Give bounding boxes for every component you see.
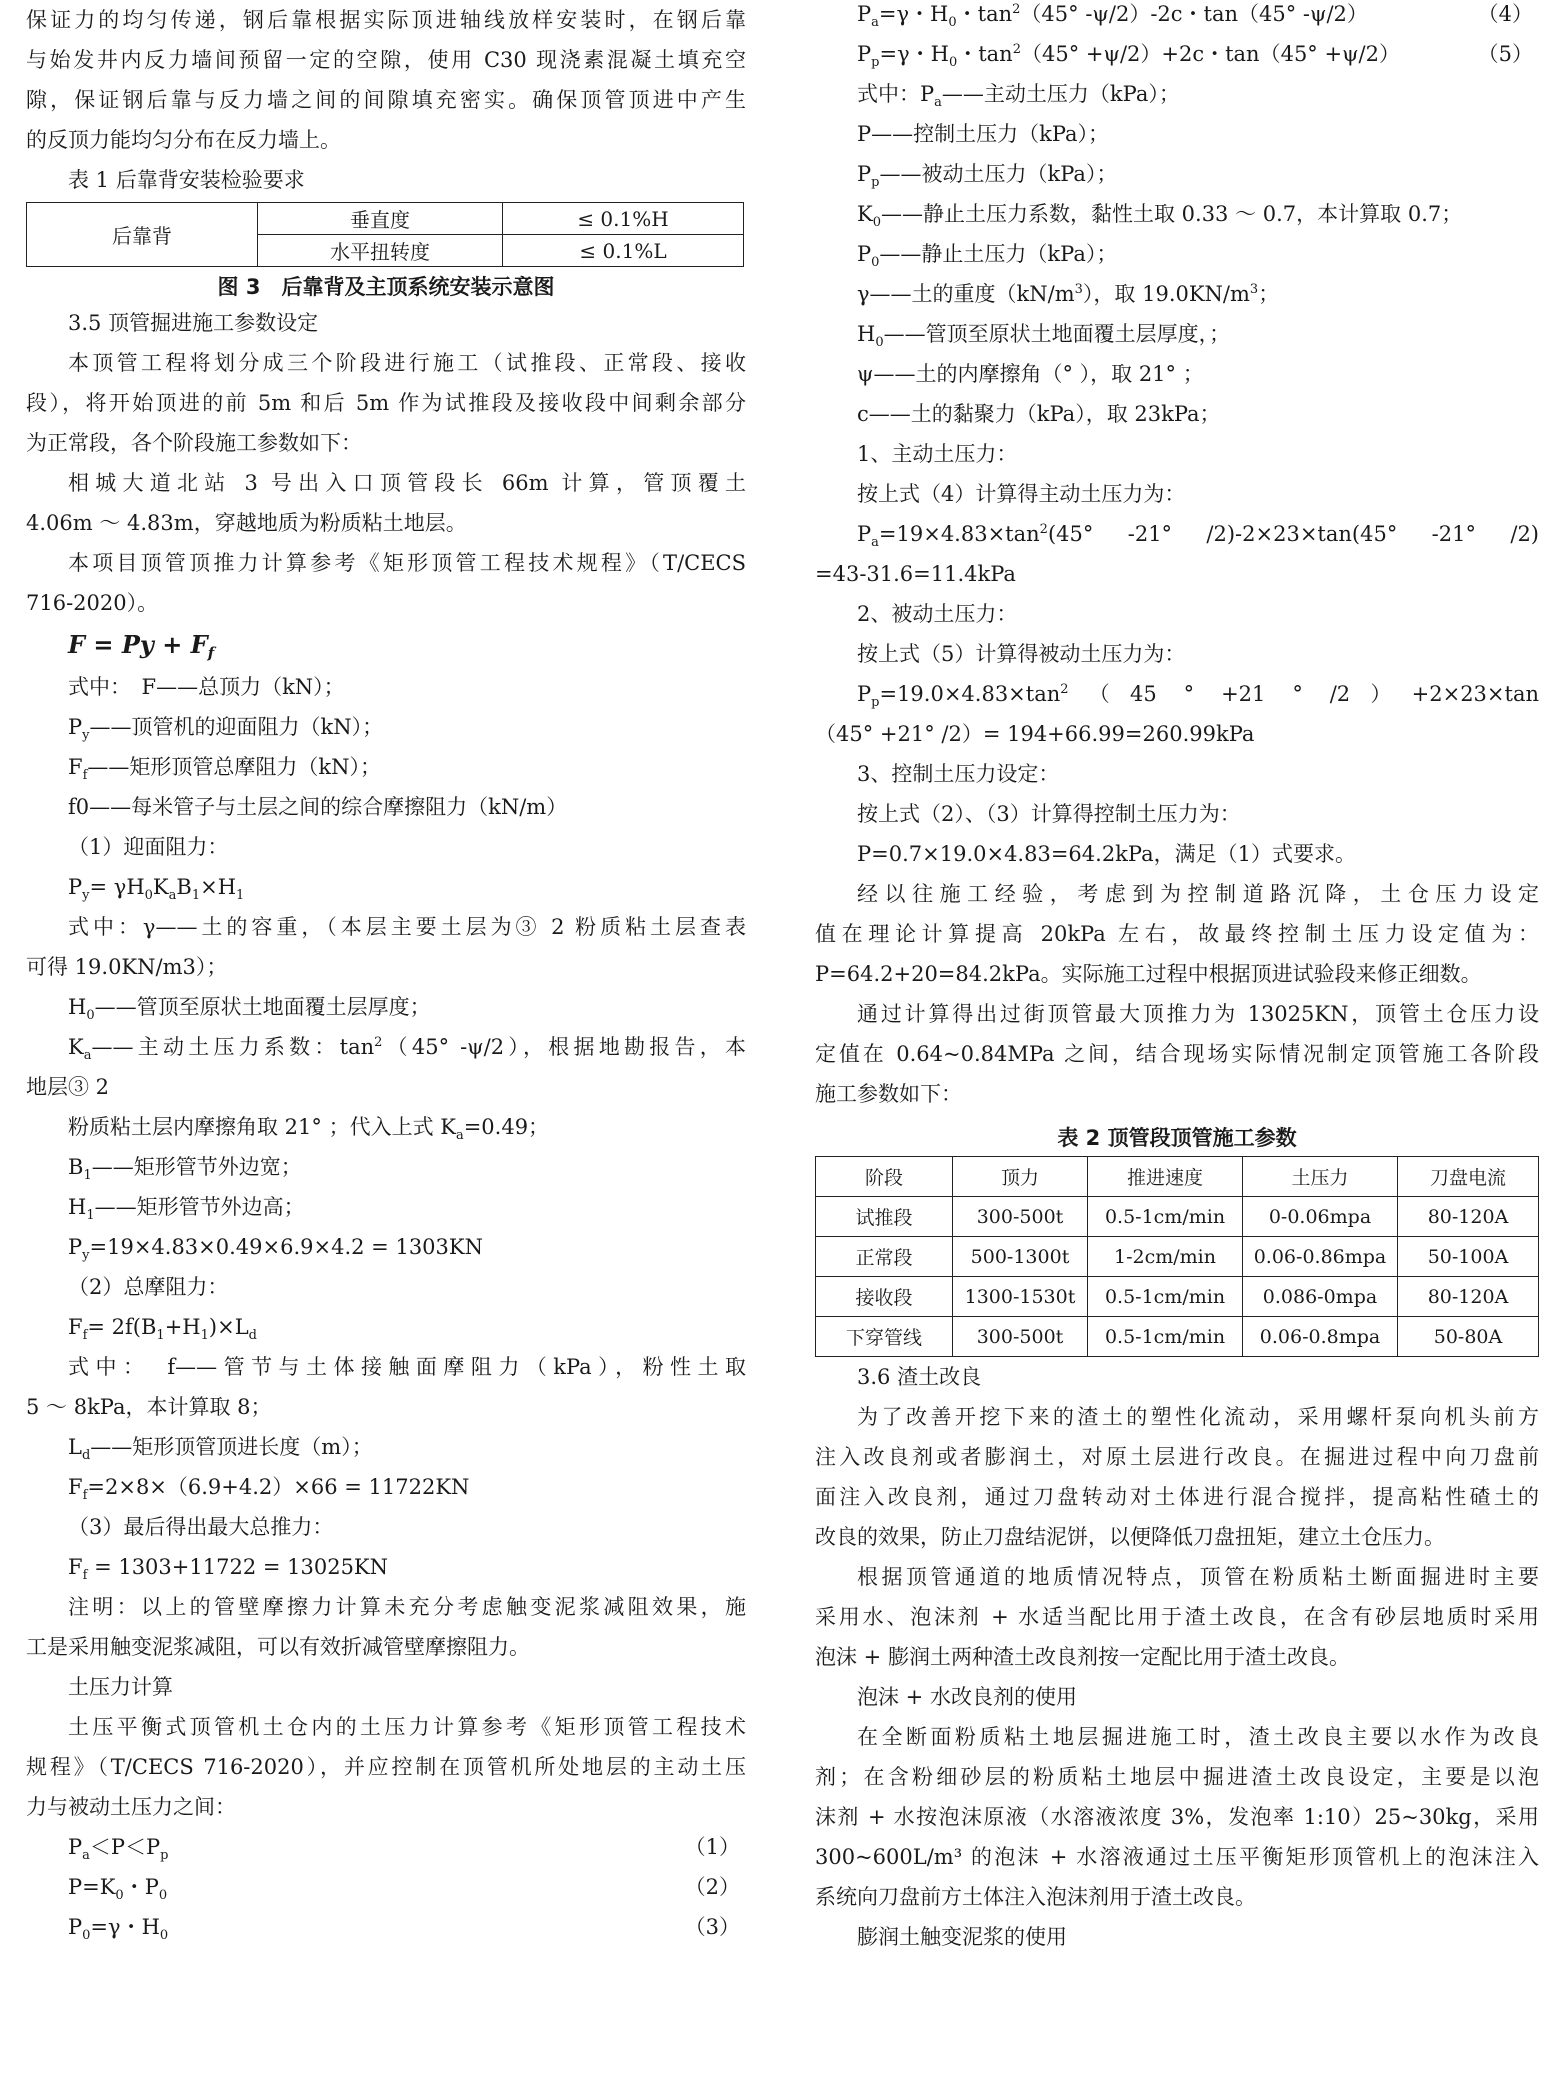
table-cell: 80-120A	[1398, 1197, 1539, 1237]
table1-cell: 水平扭转度	[258, 235, 503, 267]
section-heading: 3.5 顶管掘进施工参数设定	[68, 311, 319, 335]
subheading: （2）总摩阻力：	[68, 1275, 229, 1299]
paragraph-line: 为正常段，各个阶段施工参数如下：	[26, 431, 362, 455]
symbol-sub: y	[82, 728, 90, 744]
table-cell: 0.06-0.8mpa	[1243, 1317, 1398, 1357]
paragraph-line: 300~600L/m³ 的泡沫 + 水溶液通过土压平衡矩形顶管机上的泡沫注入	[815, 1845, 1539, 1869]
paragraph-line: 为了改善开挖下来的渣土的塑性化流动，采用螺杆泵向机头前方	[857, 1405, 1539, 1429]
definition-text: ——顶管机的迎面阻力（kN）；	[89, 715, 384, 739]
table2-title: 表 2 顶管段顶管施工参数	[1057, 1126, 1297, 1150]
definition-line	[26, 747, 746, 787]
symbol: P	[68, 715, 83, 739]
subheading: 土压力计算	[68, 1675, 173, 1699]
paragraph-line: 4.06m ～ 4.83m，穿越地质为粉质粘土地层。	[26, 511, 467, 535]
table1-caption: 表 1 后靠背安装检验要求	[68, 168, 305, 192]
definition-line	[26, 707, 746, 747]
paragraph-line: 与始发井内反力墙间预留一定的空隙，使用 C30 现浇素混凝土填充空	[26, 48, 746, 72]
table-cell: 0.5-1cm/min	[1088, 1277, 1243, 1317]
right-column	[815, 0, 1539, 1957]
table-cell: 500-1300t	[953, 1237, 1088, 1277]
subheading: 3、控制土压力设定：	[857, 762, 1060, 786]
paragraph-line: 土压平衡式顶管机土仓内的土压力计算参考《矩形顶管工程技术	[68, 1715, 746, 1739]
paragraph-line: 改良的效果，防止刀盘结泥饼，以便降低刀盘扭矩，建立土仓压力。	[815, 1525, 1445, 1549]
table1-cell: 垂直度	[258, 203, 503, 235]
paragraph-line: 定值在 0.64~0.84MPa 之间，结合现场实际情况制定顶管施工各阶段	[815, 1042, 1539, 1066]
section-heading: 3.6 渣土改良	[857, 1365, 982, 1389]
paragraph-line: 本顶管工程将划分成三个阶段进行施工（试推段、正常段、接收	[68, 351, 746, 375]
equation: $P_y= \gamma H_0K_aB_1\times H_1$	[68, 875, 245, 904]
table-cell: 50-100A	[1398, 1237, 1539, 1277]
equation: $P=K_0$・$P_0$	[68, 1875, 168, 1904]
paragraph-line: 保证力的均匀传递，钢后靠根据实际顶进轴线放样安装时，在钢后靠	[26, 8, 746, 32]
table-cell: 300-500t	[953, 1317, 1088, 1357]
subheading: （3）最后得出最大总推力：	[68, 1515, 334, 1539]
calculation: =43-31.6=11.4kPa	[815, 562, 1016, 586]
equation-row	[815, 0, 1539, 34]
table-cell: 80-120A	[1398, 1277, 1539, 1317]
equation-number: （1）	[684, 1835, 740, 1859]
formula-F-main: F = Py + F	[68, 630, 208, 659]
paragraph-line: 系统向刀盘前方土体注入泡沫剂用于渣土改良。	[815, 1885, 1256, 1909]
definition-line: 式中：$P_a——$主动土压力（kPa）；	[857, 82, 1180, 111]
note-line: 工是采用触变泥浆减阻，可以有效折减管壁摩擦阻力。	[26, 1635, 530, 1659]
definition-line: $H_0——$管顶至原状土地面覆土层厚度；	[68, 995, 431, 1024]
definition-line: $L_d——$矩形顶管顶进长度（m）；	[68, 1435, 373, 1464]
paragraph-line: 粉质粘土层内摩擦角取 21° ；代入上式 $K_a=0.49$；	[68, 1115, 550, 1144]
table-header: 阶段	[816, 1157, 953, 1197]
subheading: 2、被动土压力：	[857, 602, 1018, 626]
paragraph-line: 在全断面粉质粘土地层掘进施工时，渣土改良主要以水作为改良	[857, 1725, 1539, 1749]
table-cell: 试推段	[816, 1197, 953, 1237]
paragraph-line: 泡沫 + 膨润土两种渣土改良剂按一定配比用于渣土改良。	[815, 1645, 1350, 1669]
equation: $P_a<P<P_p$	[68, 1835, 169, 1864]
paragraph-line: 剂；在含粉细砂层的粉质粘土地层中掘进渣土改良设定，主要是以泡	[815, 1765, 1539, 1789]
paragraph-line: 相城大道北站 3 号出入口顶管段长 66m 计算，管顶覆土	[68, 471, 746, 495]
table-cell: 1-2cm/min	[1088, 1237, 1243, 1277]
paragraph-line: 沫剂 + 水按泡沫原液（水溶液浓度 3%，发泡率 1:10）25~30kg，采用	[815, 1805, 1539, 1829]
table-cell: 0.06-0.86mpa	[1243, 1237, 1398, 1277]
table-cell: 正常段	[816, 1237, 953, 1277]
equation-number: （4）	[1477, 2, 1533, 26]
table-header-row	[816, 1157, 1539, 1197]
calculation: $P_p=19.0\times 4.83\times\tan^2(45$ ° +21 ° /2）+2×23×tan	[857, 682, 1539, 711]
paragraph-line: 根据顶管通道的地质情况特点，顶管在粉质粘土断面掘进时主要	[857, 1565, 1539, 1589]
table-row	[816, 1237, 1539, 1277]
paragraph-line: 面注入改良剂，通过刀盘转动对土体进行混合搅拌，提高粘性碴土的	[815, 1485, 1539, 1509]
definition-line: $K_a——$主动土压力系数：$\tan^2(45^\circ$ -ψ/2），根据地勘报告，本	[68, 1035, 746, 1064]
paragraph-line: 经以往施工经验，考虑到为控制道路沉降，土仓压力设定	[857, 882, 1539, 906]
definition-line: c——土的黏聚力（kPa），取 23kPa；	[857, 402, 1221, 426]
table-header: 推进速度	[1088, 1157, 1243, 1197]
table-header: 刀盘电流	[1398, 1157, 1539, 1197]
equation: $P_p=\gamma$・$H_0$・$\tan^2(45^\circ +\psi/2)+2c$・tan（45° +ψ/2）	[857, 42, 1400, 71]
left-column	[26, 0, 746, 1947]
definition-line: ψ——土的内摩擦角（° ），取 21° ；	[857, 362, 1204, 386]
subheading: 泡沫 + 水改良剂的使用	[857, 1685, 1077, 1709]
equation-number: （3）	[684, 1915, 740, 1939]
calculation: $P_a=19\times 4.83\times\tan^2(45^\circ$ -21° /2)-2×23×tan(45° -21° /2)	[857, 522, 1539, 551]
calculation: $F_f = 1303+11722 = 13025KN$	[68, 1555, 388, 1584]
equation-number: （2）	[684, 1875, 740, 1899]
formula-F	[26, 623, 746, 667]
table-header: 顶力	[953, 1157, 1088, 1197]
calculation: （45° +21° /2）= 194+66.99=260.99kPa	[815, 722, 1255, 746]
table-row	[816, 1197, 1539, 1237]
definition-line: $H_0——$管顶至原状土地面覆土层厚度，；	[857, 322, 1231, 351]
paragraph-line: 值在理论计算提高 20kPa 左右，故最终控制土压力设定值为：	[815, 922, 1539, 946]
table-cell: 0.086-0mpa	[1243, 1277, 1398, 1317]
table-cell: 下穿管线	[816, 1317, 953, 1357]
figure3-caption: 图 3 后靠背及主顶系统安装示意图	[217, 275, 555, 299]
equation-row	[26, 1867, 746, 1907]
definition-line: P——控制土压力（kPa）；	[857, 122, 1110, 146]
paragraph-line: 716-2020）。	[26, 591, 159, 615]
equation: $P_0=\gamma$・$H_0$	[68, 1915, 169, 1944]
calculation: $P_y=19\times 4.83\times 0.49\times 6.9\times 4.2 = 1303KN$	[68, 1235, 483, 1264]
table-cell: 接收段	[816, 1277, 953, 1317]
paragraph-line: 式中： f——管节与土体接触面摩阻力（kPa），粉性土取	[68, 1355, 746, 1379]
table-cell: 1300-1530t	[953, 1277, 1088, 1317]
definition-line: 地层③ 2	[26, 1075, 110, 1099]
equation-number: （5）	[1477, 42, 1533, 66]
table-row	[816, 1317, 1539, 1357]
table-cell: 0.5-1cm/min	[1088, 1197, 1243, 1237]
paragraph-line: 采用水、泡沫剂 + 水适当配比用于渣土改良，在含有砂层地质时采用	[815, 1605, 1539, 1629]
equation: $P_a=\gamma$・$H_0$・$\tan^2(45^\circ$ -ψ/2）-2c・tan（45° -ψ/2）	[857, 2, 1368, 31]
paragraph-line: 施工参数如下：	[815, 1082, 962, 1106]
table-cell: 300-500t	[953, 1197, 1088, 1237]
definition-line: $B_1——$矩形管节外边宽；	[68, 1155, 302, 1184]
paragraph-line: 注入改良剂或者膨润土，对原土层进行改良。在掘进过程中向刀盘前	[815, 1445, 1539, 1469]
definition-line: $P_p——$被动土压力（kPa）；	[857, 162, 1118, 191]
equation-row	[26, 1907, 746, 1947]
definition-line: $P_0——$静止土压力（kPa）；	[857, 242, 1118, 271]
formula-F-sub: f	[207, 644, 215, 663]
calculation: $F_f=2\times 8\times(6.9+4.2)\times 66 = 11722KN$	[68, 1475, 470, 1504]
symbol: F	[68, 755, 83, 779]
paragraph-line: P=64.2+20=84.2kPa。实际施工过程中根据顶进试验段来修正细数。	[815, 962, 1482, 986]
paragraph-line: 段），将开始顶进的前 5m 和后 5m 作为试推段及接收段中间剩余部分	[26, 391, 746, 415]
table-cell: 0.5-1cm/min	[1088, 1317, 1243, 1357]
definition-line: $H_1——$矩形管节外边高；	[68, 1195, 305, 1224]
definition-line: γ——土的重度$(kN/m^3)$，取 $19.0KN/m^3$；	[857, 282, 1280, 306]
table-header: 土压力	[1243, 1157, 1398, 1197]
paragraph-line: 5 ～ 8kPa，本计算取 8；	[26, 1395, 272, 1419]
subheading: 膨润土触变泥浆的使用	[857, 1925, 1067, 1949]
table1-cell: ≤ 0.1%H	[503, 203, 744, 235]
table2	[815, 1156, 1539, 1357]
equation: $F_f= 2f(B_1+H_1)\times L_d$	[68, 1315, 257, 1344]
paragraph-line: 通过计算得出过街顶管最大顶推力为 13025KN，顶管土仓压力设	[857, 1002, 1539, 1026]
paragraph-line: 可得 19.0KN/m3）；	[26, 955, 228, 979]
paragraph-line: 本项目顶管顶推力计算参考《矩形顶管工程技术规程》（T/CECS	[68, 551, 746, 575]
paragraph-line: 式中：γ——土的容重，（本层主要土层为③ 2 粉质粘土层查表	[68, 915, 746, 939]
table-row	[816, 1277, 1539, 1317]
definition-text: ——矩形顶管总摩阻力（kN）；	[87, 755, 381, 779]
table1-rowhead: 后靠背	[27, 203, 258, 267]
note-line: 注明：以上的管壁摩擦力计算未充分考虑触变泥浆减阻效果，施	[68, 1595, 746, 1619]
subheading: 1、主动土压力：	[857, 442, 1018, 466]
table1-cell: ≤ 0.1%L	[503, 235, 744, 267]
definition-line: f0——每米管子与土层之间的综合摩擦阻力（kN/m）	[68, 795, 568, 819]
paragraph-line: 按上式（4）计算得主动土压力为：	[857, 482, 1186, 506]
paragraph-line: 规程》（T/CECS 716-2020），并应控制在顶管机所处地层的主动土压	[26, 1755, 746, 1779]
table-cell: 0-0.06mpa	[1243, 1197, 1398, 1237]
table1	[26, 202, 744, 267]
paragraph-line: 力与被动土压力之间：	[26, 1795, 236, 1819]
definition-line: $K_0——$静止土压力系数，黏性土取 0.33 ～ 0.7，本计算取 0.7；	[857, 202, 1463, 231]
paragraph-line: 的反顶力能均匀分布在反力墙上。	[26, 128, 341, 152]
paragraph-line: 按上式（5）计算得被动土压力为：	[857, 642, 1186, 666]
subheading: （1）迎面阻力：	[68, 835, 229, 859]
equation-row	[26, 1827, 746, 1867]
table-cell: 50-80A	[1398, 1317, 1539, 1357]
paragraph-line: 隙，保证钢后靠与反力墙之间的间隙填充密实。确保顶管顶进中产生	[26, 88, 746, 112]
equation-row	[815, 34, 1539, 74]
symbol-sub: f	[82, 768, 88, 784]
paragraph-line: 按上式（2）、（3）计算得控制土压力为：	[857, 802, 1241, 826]
calculation: P=0.7×19.0×4.83=64.2kPa，满足（1）式要求。	[857, 842, 1356, 866]
definition-line: 式中： F——总顶力（kN）；	[68, 675, 345, 699]
